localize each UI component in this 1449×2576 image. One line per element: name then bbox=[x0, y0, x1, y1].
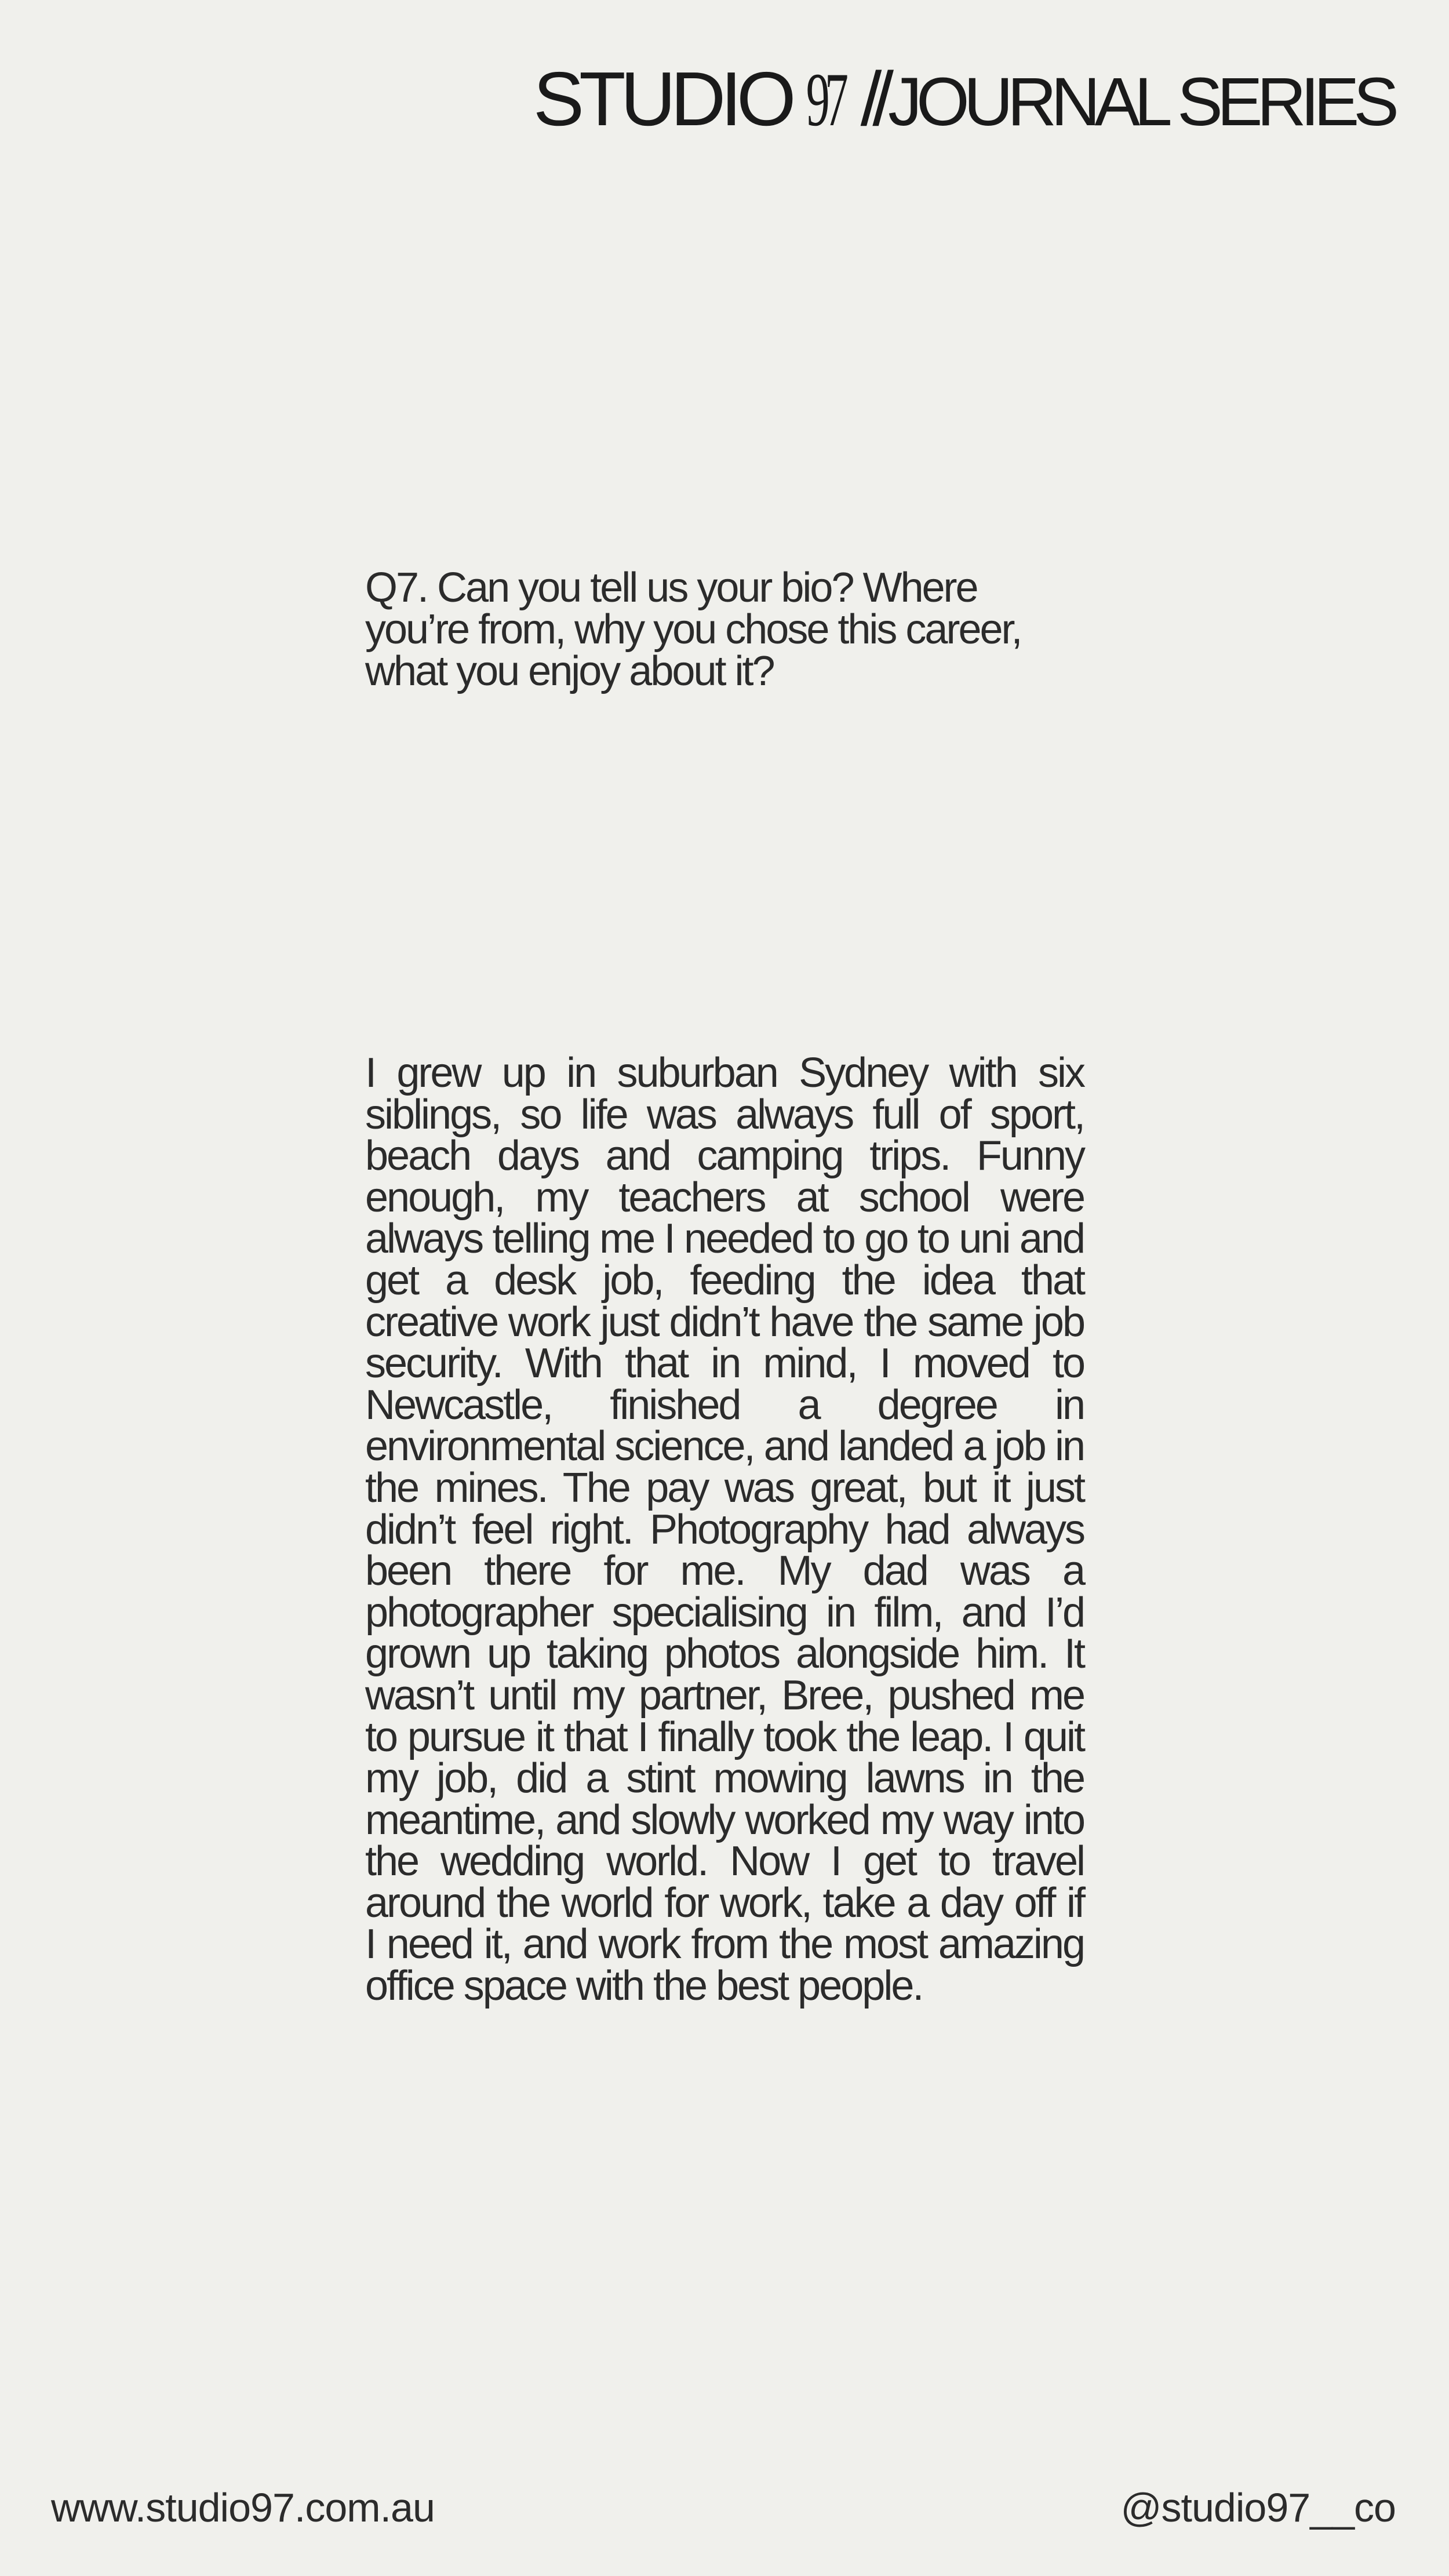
brand-separator: // bbox=[860, 56, 884, 141]
interview-question: Q7. Can you tell us your bio? Where you’re from, why you chose this career, what you enjoy about it? bbox=[365, 565, 1021, 694]
social-handle[interactable]: @studio97__co bbox=[1120, 2485, 1396, 2530]
brand-number: 97 bbox=[806, 57, 843, 142]
website-link[interactable]: www.studio97.com.au bbox=[51, 2485, 435, 2530]
brand-studio: STUDIO bbox=[533, 56, 791, 141]
series-title: JOURNAL SERIES bbox=[888, 64, 1393, 140]
interview-answer: I grew up in suburban Sydney with six siblings, so life was always full of sport, beach days and camping trips. Funny enough, my teachers at school were always telling me I needed to go to uni and get a desk job, feeding the idea that creative work just didn’t have the same job security. With that in mind, I moved to Newcastle, finished a degree in environmental science, and landed a job in the mines. The pay was great, but it just didn’t feel right. Photography had always been there for me. My dad was a photographer specialising in film, and I’d grown up taking photos alongside him. It wasn’t until my partner, Bree, pushed me to pursue it that I finally took the leap. I quit my job, did a stint mowing lawns in the meantime, and slowly worked my way into the wedding world. Now I get to travel around the world for work, take a day off if I need it, and work from the most amazing office space with the best people. bbox=[365, 1050, 1084, 2010]
journal-header bbox=[533, 56, 1393, 142]
